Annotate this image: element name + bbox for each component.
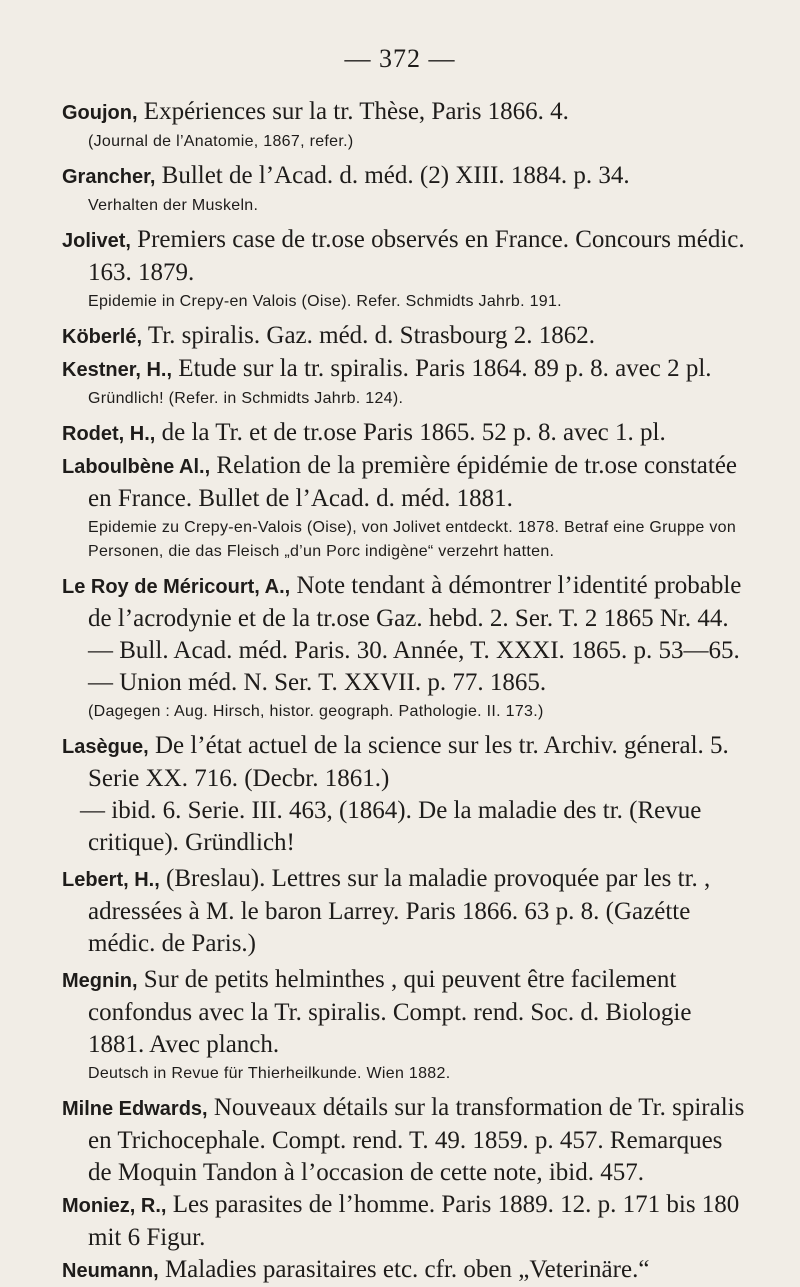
entry-text: Nouveaux détails sur la transformation de Tr. spiralis en Trichocephale. Compt. rend. T. 49. 1859. p. 457. Remarques de Moquin Tandon à l’occasion de cette note, ibid. 457. [88, 1094, 745, 1186]
entry-text: Expériences sur la tr. Thèse, Paris 1866. 4. [137, 98, 569, 125]
entry-author: Rodet, H., [62, 423, 156, 445]
entry-note: Epidemie zu Crepy-en-Valois (Oise), von Jolivet entdeckt. 1878. Betraf eine Gruppe von Personen, die das Fleisch „d’un Porc indigène“ verzehrt hatten. [88, 519, 737, 560]
entry-megnin [62, 964, 752, 1086]
entry-author: Neumann, [62, 1260, 159, 1282]
entry-text: Bullet de l’Acad. d. méd. (2) XIII. 1884. p. 34. [155, 162, 630, 189]
entry-laboulbene [62, 450, 752, 564]
entry-author: Lebert, H., [62, 869, 160, 891]
entry-author: Jolivet, [62, 230, 131, 252]
entry-author: Goujon, [62, 102, 138, 124]
entry-author: Moniez, R., [62, 1195, 167, 1217]
entry-text: de la Tr. et de tr.ose Paris 1865. 52 p. 8. avec 1. pl. [155, 419, 666, 446]
entry-text: Tr. spiralis. Gaz. méd. d. Strasbourg 2. 1862. [142, 322, 596, 349]
entry-goujon [62, 96, 752, 154]
entry-jolivet [62, 224, 752, 314]
entry-note: (Journal de l’Anatomie, 1867, refer.) [88, 133, 354, 150]
entry-text: Premiers case de tr.ose observés en France. Concours médic. 163. 1879. [88, 226, 745, 286]
entry-grancher [62, 160, 752, 218]
entry-moniez [62, 1189, 752, 1254]
entry-lasegue [62, 730, 752, 795]
entry-lebert [62, 863, 752, 960]
entry-text: — ibid. 6. Serie. III. 463, (1864). De la maladie des tr. (Revue critique). Gründlich! [80, 797, 702, 856]
entry-note: (Dagegen : Aug. Hirsch, histor. geograph. Pathologie. II. 173.) [88, 703, 544, 720]
entry-text: Etude sur la tr. spiralis. Paris 1864. 89 p. 8. avec 2 pl. [172, 355, 712, 382]
entry-lasegue-ibid [62, 795, 752, 859]
entry-author: Grancher, [62, 166, 156, 188]
entry-author: Lasègue, [62, 736, 149, 758]
entry-kestner [62, 353, 752, 411]
entry-milne-edwards [62, 1092, 752, 1189]
entry-author: Milne Edwards, [62, 1098, 208, 1120]
entry-author: Kestner, H., [62, 359, 173, 381]
entry-note: Gründlich! (Refer. in Schmidts Jahrb. 124). [88, 390, 404, 407]
entry-koberle [62, 320, 752, 353]
entry-rodet [62, 417, 752, 450]
bibliography-list [62, 96, 752, 1287]
entry-author: Köberlé, [62, 326, 143, 348]
entry-text: Note tendant à démontrer l’identité probable de l’acrodynie et de la tr.ose Gaz. hebd. 2. Ser. T. 2 1865 Nr. 44. — Bull. Acad. méd. Paris. 30. Année, T. XXXI. 1865. p. 53—65. — Union méd. N. Ser. T. XXVII. p. 77. 1865. [88, 572, 742, 696]
entry-text: Maladies parasitaires etc. cfr. oben „Veterinäre.“ [158, 1256, 650, 1283]
entry-text: (Breslau). Lettres sur la maladie provoquée par les tr. , adressées à M. le baron Larrey. Paris 1866. 63 p. 8. (Gazétte médic. de Paris.) [88, 865, 711, 957]
entry-neumann [62, 1254, 752, 1287]
entry-text: De l’état actuel de la science sur les tr. Archiv. géneral. 5. Serie XX. 716. (Decbr. 1861.) [88, 732, 729, 792]
entry-text: Les parasites de l’homme. Paris 1889. 12. p. 171 bis 180 mit 6 Figur. [88, 1191, 740, 1251]
entry-text: Sur de petits helminthes , qui peuvent être facilement confondus avec la Tr. spiralis. Compt. rend. Soc. d. Biologie 1881. Avec planch. [88, 966, 692, 1058]
entry-author: Le Roy de Méricourt, A., [62, 576, 291, 598]
page-number: — 372 — [344, 44, 456, 73]
entry-note: Epidemie in Crepy-en Valois (Oise). Refer. Schmidts Jahrb. 191. [88, 293, 562, 310]
entry-text: Relation de la première épidémie de tr.ose constatée en France. Bullet de l’Acad. d. méd. 1881. [88, 452, 738, 512]
entry-le-roy-de-mericourt [62, 570, 752, 724]
entry-note: Deutsch in Revue für Thierheilkunde. Wien 1882. [88, 1065, 451, 1082]
entry-author: Megnin, [62, 970, 138, 992]
entry-author: Laboulbène Al., [62, 456, 211, 478]
entry-note: Verhalten der Muskeln. [88, 197, 259, 214]
